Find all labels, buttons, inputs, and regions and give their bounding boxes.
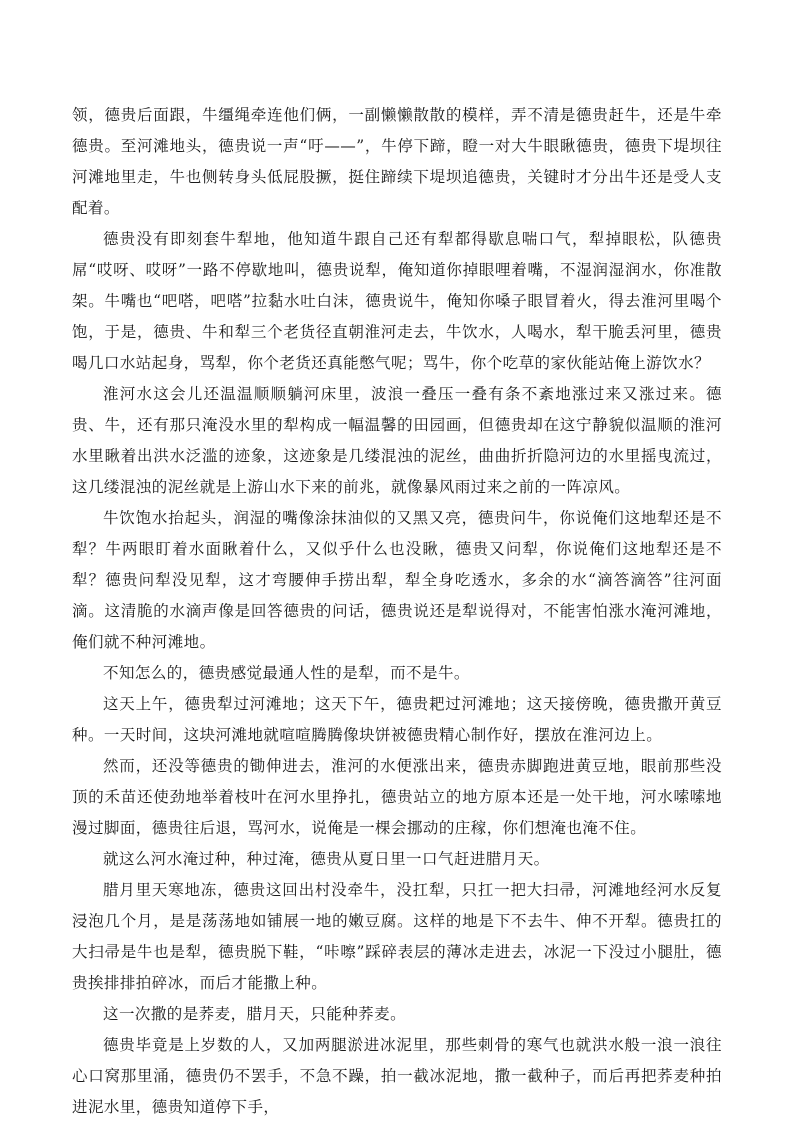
paragraph-8: 就这么河水淹过种，种过淹，德贵从夏日里一口气赶进腊月天。 [103,850,550,868]
paragraph-4: 牛饮饱水抬起头，润湿的嘴像涂抹油似的又黑又亮，德贵问牛，你说俺们这地犁还是不犁？牛两眼盯着水面瞅着什么，又似乎什么也没瞅，德贵又问犁，你说俺们这地犁还是不犁？德贵问犁没见犁，这才弯腰伸手捞出犁，犁全身吃透水，多余的水“滴答滴答”往河面滴。这清脆的水滴声像是回答德贵的问话，德贵说还是犁说得对，不能害怕涨水淹河滩地，俺们就不种河滩地。 [72,509,722,651]
paragraph-11: 德贵毕竟是上岁数的人，又加两腿淤进冰泥里，那些刺骨的寒气也就洪水般一浪一浪往心口窝那里涌，德贵仍不罢手，不急不躁，拍一截冰泥地，撒一截种子，而后再把荞麦种拍进泥水里，德贵知道停下手， [72,1036,722,1116]
paragraph-2: 德贵没有即刻套牛犁地，他知道牛跟自己还有犁都得歇息喘口气，犁掉眼松，队德贵屌“哎呀、哎呀”一路不停歇地叫，德贵说犁，俺知道你掉眼哩着嘴，不湿润湿润水，你准散架。牛嘴也“吧嗒，吧嗒”拉黏水吐白沫，德贵说牛，俺知你嗓子眼冒着火，得去淮河里喝个饱，于是，德贵、牛和犁三个老货径直朝淮河走去，牛饮水，人喝水，犁干脆丢河里，德贵喝几口水站起身，骂犁，你个老货还真能憋气呢；骂牛，你个吃草的家伙能站俺上游饮水？ [72,230,722,372]
paragraph-9: 腊月里天寒地冻，德贵这回出村没牵牛，没扛犁，只扛一把大扫帚，河滩地经河水反复浸泡几个月，是是荡荡地如铺展一地的嫩豆腐。这样的地是下不去牛、伸不开犁。德贵扛的大扫帚是牛也是犁，德贵脱下鞋，“咔嚓”踩碎表层的薄冰走进去，冰泥一下没过小腿肚，德贵挨排排拍碎冰，而后才能撒上种。 [72,881,722,992]
paragraph-1: 领，德贵后面跟，牛缰绳牵连他们俩，一副懒懒散散的模样，弄不清是德贵赶牛，还是牛牵德贵。至河滩地头，德贵说一声“吁——”，牛停下蹄，瞪一对大牛眼瞅德贵，德贵下堤坝往河滩地里走，牛也侧转身头低屁股撅，挺住蹄续下堤坝追德贵，关键时才分出牛还是受人支配着。 [72,106,722,217]
document-page [72,100,722,1123]
paragraph-7: 然而，还没等德贵的锄伸进去，淮河的水便涨出来，德贵赤脚跑进黄豆地，眼前那些没顶的禾苗还使劲地举着枝叶在河水里挣扎，德贵站立的地方原本还是一处干地，河水嗦嗦地漫过脚面，德贵往后退，骂河水，说俺是一棵会挪动的庄稼，你们想淹也淹不住。 [72,757,722,837]
paragraph-6: 这天上午，德贵犁过河滩地；这天下午，德贵耙过河滩地；这天接傍晚，德贵撒开黄豆种。一天时间，这块河滩地就喧喧腾腾像块饼被德贵精心制作好，摆放在淮河边上。 [72,695,722,744]
paragraph-5: 不知怎么的，德贵感觉最通人性的是犁，而不是牛。 [103,664,470,682]
paragraph-10: 这一次撒的是荞麦，腊月天，只能种荞麦。 [103,1005,407,1023]
paragraph-3: 淮河水这会儿还温温顺顺躺河床里，波浪一叠压一叠有条不紊地涨过来又涨过来。德贵、牛，还有那只淹没水里的犁构成一幅温馨的田园画，但德贵却在这宁静貌似温顺的淮河水里瞅着出洪水泛滥的迹象，这迹象是几缕混浊的泥丝，曲曲折折隐河边的水里摇曳流过，这几缕混浊的泥丝就是上游山水下来的前兆，就像暴风雨过来之前的一阵凉风。 [72,385,722,496]
